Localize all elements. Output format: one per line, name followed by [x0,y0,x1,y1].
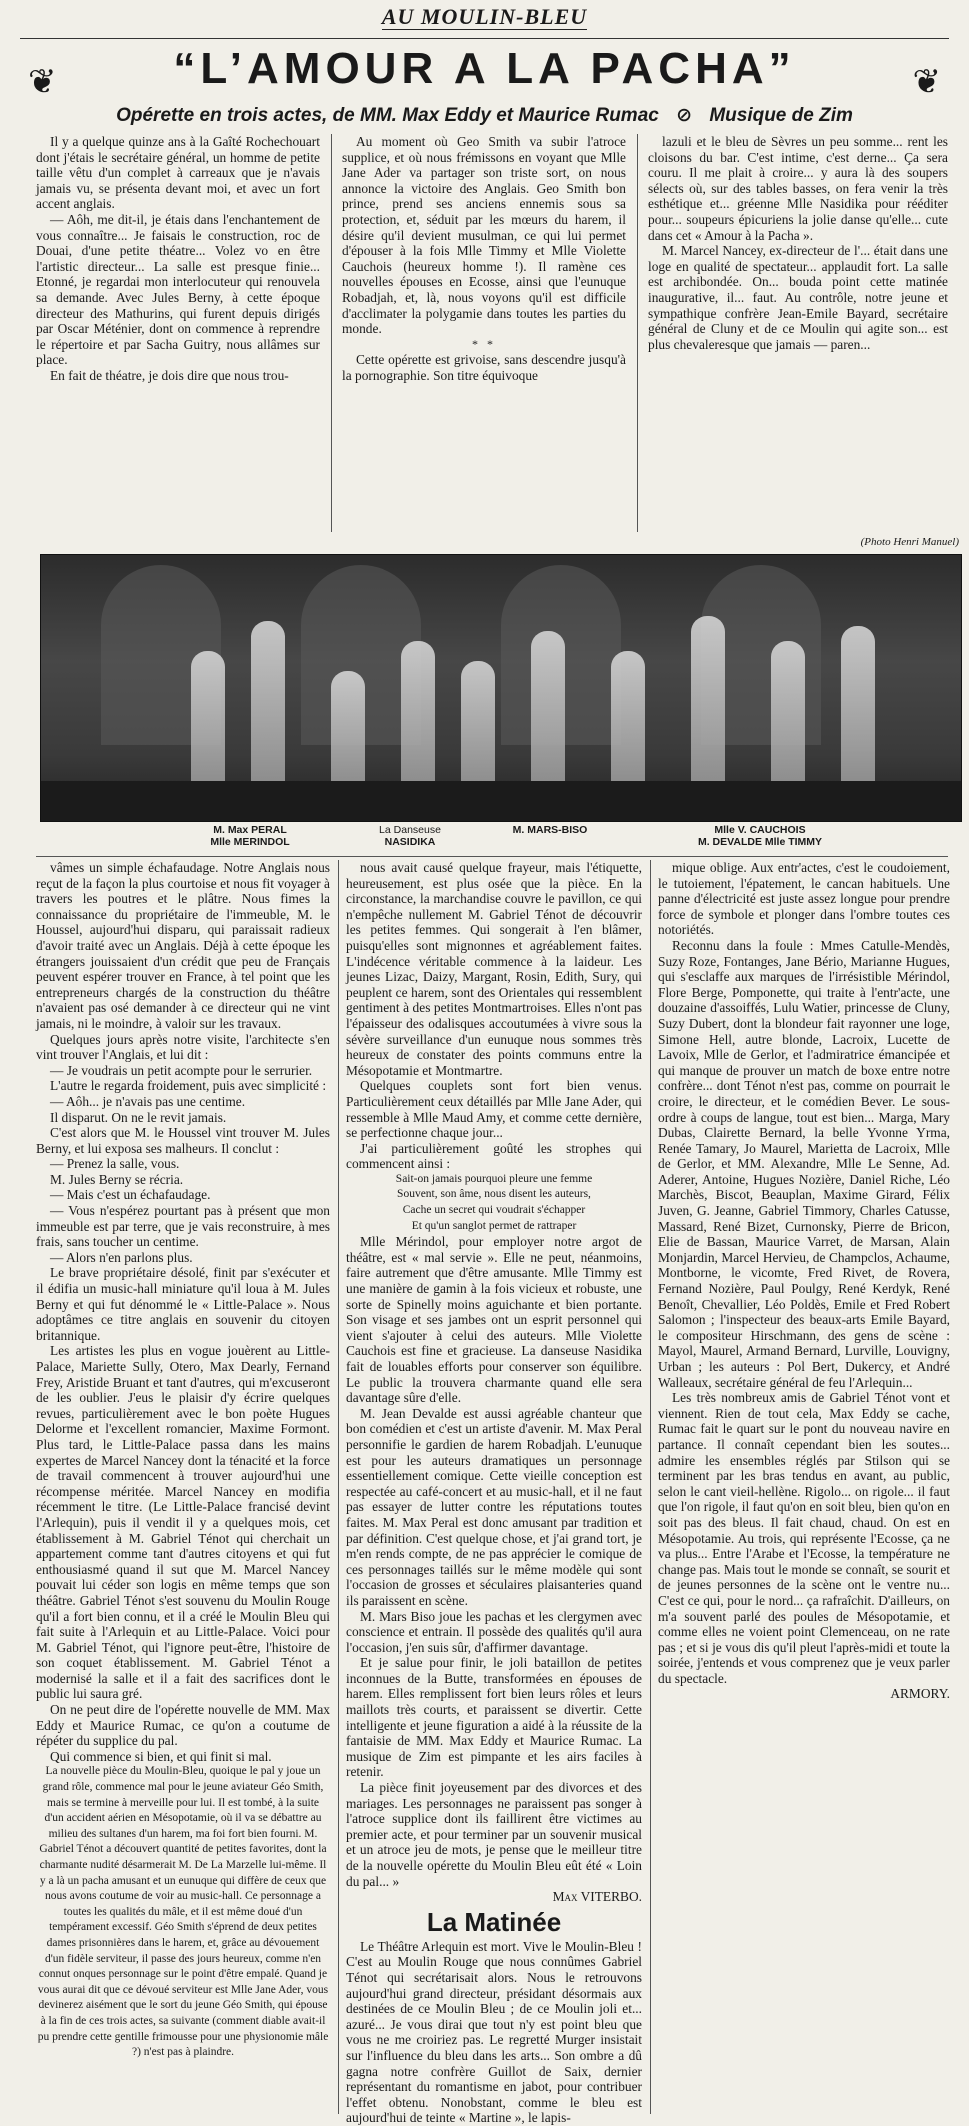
paragraph: Reconnu dans la foule : Mmes Catulle-Mendès, Suzy Roze, Fontanges, Jane Bério, Marianne Hugues, qui s'esclaffe aux marques de l'irrésistible Mérindol, Flore Berge, Pomponette, qui traite à l'entr'acte, une douzaine d'assoiffés, Lulu Watier, princesse de Cluny, Suzy Dubert, dont la blondeur fait rayonner une loge, Simone Hell, autre blonde, Lacroix, Lucette de Lavoix, Mlle de Gerlor, et l'admiratrice émancipée et qui manque de prouver un match de boxe entre notre confrère... dont Ténot n'est pas, comme on pourrait le croire, le directeur, et le comédien Bever. Le sous-ordre à coups de langue, tout est bien... Marga, Mary Dubas, Clairette Bernard, la belle Yvonne Yrma, Renée Tamary, Jo Maurel, Marietta de Lacroix, Mlle de Gerlor, et MM. Alexandre, Mlle Le Senne, Ad. Aderer, Antoine, Hugues Nozière, Daniel Riche, Léo Marchès, Biscot, Beauplan, Maxime Girard, Félix Juven, G. Jeanne, Gabriel Timmory, Charles Catusse, Massard, René Bizet, Curnonsky, Pierre de Bricon, Elie de Bassan, Maurice Varret, de Marsan, Alain Monjardin, Marcel Hervieu, de Champclos, Achaume, Montborne, le vicomte, Fred Rivet, de Rovera, Fernand Nozière, Paul Poulgy, René Kerdyk, René Benoît, Chevallier, Léo Poldès, Emile et Fred Robert Salomon ; l'inspecteur des beaux-arts Emile Bayard, le compositeur Hirschmann, des gens de scène : Mayol, Maurel, Armand Bernard, Lurville, Louvigny, Urban ; les auteurs : Pol Bert, Dukercy, et André Walleaux, secrétaire général de feu l'Arlequin... [658,937,950,1390]
paragraph: M. Jules Berny se récria. [50,1171,184,1187]
stage-floor [41,781,961,821]
kicker [0,4,969,30]
ornament-right-icon: ❦ [912,64,941,101]
top-rule [20,38,949,39]
paragraph: — Mais c'est un échafaudage. [50,1187,211,1203]
caption-name: La Danseuse [379,824,441,836]
performer-figure [401,641,435,791]
paragraph: J'ai particulièrement goûté les strophes qui commencent ainsi : [346,1140,642,1172]
performer-figure [251,621,285,791]
paragraph: Et qu'un sanglot permet de rattraper [411,1219,577,1232]
kicker-text: AU MOULIN-BLEU [381,4,588,29]
top-column-3 [648,134,948,534]
caption-2 [340,824,480,848]
column-divider [650,860,651,2114]
bottom-column-2 [346,860,642,2126]
photo-captions [40,824,960,854]
top-column-2 [342,134,626,534]
paragraph: Au moment où Geo Smith va subir l'atroce supplice, et où nous frémissons en voyant que Mlle Jane Ader va partager son triste sort, on nous annonce la victoire des Anglais. Geo Smith bon prince, prend ses anciens ennemis sous sa protection, et, séduit par les mœurs du harem, il désire qu'il devient musulman, ce qui lui permet d'épouser à la fois Mlle Timmy et Mlle Violette Cauchois (heureux homme !). Il ramène ces nouvelles épouses en Ecosse, ainsi que l'eunuque Robadjah, et, là, nous voyons qu'il est difficile d'acclimater la polygamie dans toutes les parties du monde. [342,134,626,337]
paragraph: Mlle Mérindol, pour employer notre argot de théâtre, est « mal servie ». Elle ne peut, néanmoins, faire autrement que d'être amusante. Mlle Timmy est une manière de gamin à la fois vicieux et robuste, une sorte de Spinelly moins aguichante et bien portante. Son visage et ses jambes ont un esprit personnel qui vient s'ajouter à celui des auteurs. Mlle Violette Cauchois est fine et gracieuse. La danseuse Nasidika fait de louables efforts pour conserver son équilibre. Le public la trouvera charmante quand elle sera davantage sûre d'elle. [346,1234,642,1406]
paragraph: Souvent, son âme, nous disent les auteurs, [397,1188,591,1201]
separator-icon: ⊘ [676,105,693,126]
subhead-music: Musique de Zim [709,105,853,126]
column-divider [637,134,638,532]
paragraph: Les artistes les plus en vogue jouèrent au Little-Palace, Mariette Sully, Otero, Max Dearly, Fernand Frey, Aristide Bruant et tant d'autres, qui m'excuseront de les oublier. J'eus le plaisir d'y écrire quelques revues, particulièrement avec le bon poète Hugues Delorme et l'excellent romancier, Maxime Formont. Plus tard, le Little-Palace passa dans les mains expertes de Marcel Nancey dont la ténacité et la force de travail commencent à trouver aujourd'hui une récompense méritée. Marcel Nancey en modifia récemment le titre. (Le Little-Palace francisé devint l'Arlequin), puis il vendit il y a quelques mois, cet établissement à M. Gabriel Ténot qui cherchait un appartement comme tant d'autres citoyens et qui fut enthousiasmé quand il sut que M. Marcel Nancey pouvait lui céder son logis en même temps que son théâtre. Gabriel Ténot s'est souvenu du Moulin Rouge qu'il a fort bien connu, et il a créé le Moulin Bleu qui fait suite à l'Arlequin et au Little-Palace. Voici pour M. Gabriel Ténot, qui l'ignore peut-être, l'histoire de son coquet établissement. M. Gabriel Ténot a modernisé la salle et il a fait des sacrifices dont le public lui saura gré. [36,1343,330,1702]
performer-figure [331,671,365,791]
section-rule [36,856,948,857]
performer-figure [841,626,875,791]
caption-sub: NASIDIKA [384,836,436,848]
paragraph: Il y a quelque quinze ans à la Gaîté Rochechouart dont j'étais le secrétaire général, un homme de petite taille vêtu d'un complet à carreaux que je n'avais jamais vu, se présenta devant moi, et avec un fort accent anglais. [36,134,320,212]
bottom-column-3 [658,860,950,2116]
paragraph: On ne peut dire de l'opérette nouvelle de MM. Max Eddy et Maurice Rumac, ce qu'on a coutume de répéter du supplice du pal. [36,1702,330,1749]
paragraph: Max VITERBO. [552,1889,642,1905]
paragraph: — Aôh... je n'avais pas une centime. [50,1093,246,1109]
paragraph: M. Marcel Nancey, ex-directeur de l'... était dans une loge en qualité de spectateur... applaudit fort. La salle est archibondée. On... bouda point cette matinée inaugurative, il... faut. Au contrôle, notre jeune et sympathique confrère Jean-Emile Bayard, secrétaire général de Cluny et de ce Moulin qui agite son... est plus chevaleresque que jamais — paren... [648,243,948,352]
caption-sub: Mlle MERINDOL [210,836,290,848]
caption-name: M. MARS-BISO [512,824,588,836]
caption-name: Mlle V. CAUCHOIS [714,824,806,836]
paragraph: Il disparut. On ne le revit jamais. [50,1109,227,1125]
performer-figure [531,631,565,791]
paragraph: La nouvelle pièce du Moulin-Bleu, quoique le pal y joue un grand rôle, commence mal pour le jeune aviateur Géo Smith, mais se termine à merveille pour lui. Il est tombé, à la suite d'un accident aérien en Mésopotamie, où il va se débattre au milieu des sultanes d'un harem, ma foi fort bien fourni. M. Gabriel Ténot a découvert quantité de petites favorites, dont la charmante nudité désarmerait M. De La Marzelle lui-même. Il y a là un pacha amusant et un eunuque qui diffère de ceux que nous avons coutume de voir au music-hall. Ce personnage a toutes les qualités du mâle, et il est même doué d'un tempérament excessif. Géo Smith s'éprend de deux petites dames prisonnières dans le harem, et, grâce au dévouement d'un fidèle serviteur, il passe des jours heureux, comme n'en connut onques personnage sur le point d'être empalé. Quand je vous aurai dit que ce dévoué serviteur est Mlle Jane Ader, vous devinerez aisément que le sort du jeune Géo Smith, qui épouse à la fin de ces trois actes, sa suivante (comment diable avait-il pu prendre cette gentille frimousse pour une physionomie mâle ?) n'est pas à plaindre. [37,1765,329,2059]
paragraph: — Alors n'en parlons plus. [50,1249,193,1265]
stage-photo [40,554,962,822]
paragraph: vâmes un simple échafaudage. Notre Anglais nous reçut de la façon la plus courtoise et nous fit voyager à travers les poutres et le plâtre. Nous fimes la connaissance du propriétaire de l'immeuble, M. le Houssel, aujourd'hui disparu, qui paraissait radieux d'avoir traité avec un Anglais. Déjà à cette époque les étrangers jouissaient d'un crédit que peu de Français peuvent espérer trouver en France, à tel point que les entrepreneurs chargés de la construction du théâtre n'avaient pas osé demander à ce directeur qui ne vint jamais, ni le moindre, à valoir sur les travaux. [36,860,330,1031]
paragraph: Le Théâtre Arlequin est mort. Vive le Moulin-Bleu ! C'est au Moulin Rouge que nous connûmes Gabriel Ténot qui secrétarisait alors. Nous le retrouvons aujourd'hui grand directeur, présidant désormais aux destinées de ce Moulin Bleu ; de ce Moulin joli et... azuré... Je vous dirai que tout n'y est point bleu que vous ne me croiriez pas. Le regretté Murger insistait sur l'influence du bleu dans les arts... Son ombre a dû gagna notre confrère Guillot de Saix, dernier représentant du romantisme en jabot, pour contribuer l'effet obtenu. Nonobstant, comme le bleu est aujourd'hui de teinte « Martine », le lapis- [346,1938,642,2126]
paragraph: Les très nombreux amis de Gabriel Ténot vont et viennent. Rien de tout cela, Max Eddy se cache, Rumac fait le quart sur le pont du nouveau navire en partance. Il connaît cependant bien les soutes... admire les ensembles réglés par Stilson qui se terminent par les bras tendus en avant, au public, selon le cant vieil-hellène. Rigolo... on rigole... il faut que l'on rigole, il faut qu'on en soit bleu, bien qu'on en soit pas des bleus. Il fait chaud, chaud. On est en Mésopotamie. Au trois, qui représente l'Ecosse, ça ne va plus... Entre l'Arabe et l'Ecosse, la température ne change pas. Mais tout le monde se connaît, se sourit et de jeunes personnes de la scène ont le ventre nu... C'est ce qui, pour le nord... ça rafraîchit. D'ailleurs, on m'a souvent parlé des poules de Mésopotamie, et comme elles ne voient point Clemenceau, on ne rate pas ; et si je vous dis qu'il pleut l'après-midi et toute la soirée, j'entends et vous comprenez que je veux parler du spectacle. [658,1390,950,1686]
paragraph: En fait de théatre, je dois dire que nous trou- [50,367,289,383]
paragraph: — Vous n'espérez pourtant pas à présent que mon immeuble est par terre, que je vais reconstruire, à mes frais, sans toucher un centime. [36,1203,330,1250]
paragraph: M. Mars Biso joue les pachas et les clergymen avec conscience et entrain. Il possède des qualités qu'il aura l'occasion, j'en suis sûr, d'affirmer davantage. [346,1608,642,1655]
paragraph: C'est alors que M. le Houssel vint trouver M. Jules Berny, et lui exposa ses malheurs. Il conclut : [36,1125,330,1156]
paragraph: La pièce finit joyeusement par des divorces et des mariages. Les personnages ne paraissent pas songer à l'atroce supplice dont ils faillirent être victimes au premier acte, et pour terminer par un souvenir musical et un atroce jeu de mots, je pense que le meilleur titre de la nouvelle opérette du Moulin Bleu eût été « Loin du pal... » [346,1780,642,1889]
paragraph: M. Jean Devalde est aussi agréable chanteur que bon comédien et c'est un artiste d'avenir. M. Max Peral personnifie le gardien de harem Robadjah. L'eunuque est pour les auteurs dramatiques un personnage essentiellement comique. Cette vieille conception est respectée au café-concert et au music-hall, et il ne faut pas essayer de lutter contre les réputations toutes faites. M. Max Peral est donc amusant par tradition et par définition. C'est quelque chose, et j'ai grand tort, je m'en rends compte, de ne pas apprécier le comique de ces personnages taillés sur le même modèle qui sont l'occasion de grosses et séculaires plaisanteries quand ils paraissent en scène. [346,1405,642,1608]
caption-name: M. Max PERAL [213,824,287,836]
subhead [0,104,969,127]
paragraph: nous avait causé quelque frayeur, mais l'étiquette, heureusement, est plus osée que la pièce. En la circonstance, la marchandise couvre le pavillon, ce qui n'empêche nullement M. Gabriel Ténot de découvrir les petites femmes. Qui songerait à l'en blâmer, puisqu'elles sont mignonnes et agréablement faites. L'indécence véritable commence à la laideur. Les jeunes Lizac, Daizy, Margant, Rosin, Edith, Sury, qui peuplent ce harem, sont des Orientales qui ressemblent gentiment à des petites Montmartroises. Elles n'ont pas l'épaisseur des odalisques accoutumées à vivre sous la sévère surveillance d'un eunuque nous sommes très heureux de constater des points communs entre la Mésopotamie et Montmartre. [346,860,642,1078]
paragraph: * * [472,336,496,351]
paragraph: La Matinée [426,1906,562,1937]
bottom-column-1 [36,860,330,2116]
performer-figure [611,651,645,791]
caption-1 [160,824,340,848]
column-divider [338,860,339,2114]
top-column-1 [36,134,320,534]
paragraph: Quelques jours après notre visite, l'architecte s'en vint trouver l'Anglais, et lui dit : [36,1031,330,1063]
performer-figure [461,661,495,791]
performer-figure [691,616,725,791]
paragraph: Cache un secret qui voudrait s'échapper [402,1204,586,1217]
paragraph: Et je salue pour finir, le joli bataillon de petites inconnues de la Butte, transformées en épouses de harem. Elles remplissent fort bien leurs rôles et leurs maillots très courts, et paraissent se divertir. Cette intelligente et jeune figuration a aidé à la réussite de la fantaisie de MM. Max Eddy et Maurice Rumac. La musique de Zim est pimpante et les airs faciles à retenir. [346,1655,642,1780]
paragraph: Sait-on jamais pourquoi pleure une femme [395,1172,593,1185]
headline: “L’AMOUR A LA PACHA” [173,44,796,93]
paragraph: Qui commence si bien, et qui finit si mal. [50,1748,272,1764]
paragraph: — Aôh, me dit-il, je étais dans l'enchantement de vous connaître... Je faisais le construction, roc de Douai, d'une petite théatre... Volez vo en être l'artistic directeur... La salle est presque finie... Etonné, je regardai mon interlocuteur qui renouvela sa demande. Avec Jules Berny, à cette époque directeur des Mathurins, qui furent depuis dirigés par Oscar Méténier, dont on commence à reprendre le répertoire et par Sacha Guitry, nous allâmes sur place. [36,211,320,368]
photo-credit: (Photo Henri Manuel) [860,536,959,548]
paragraph: L'autre le regarda froidement, puis avec simplicité : [50,1078,327,1094]
paragraph: — Je voudrais un petit acompte pour le serrurier. [50,1062,313,1078]
paragraph: Quelques couplets sont fort bien venus. Particulièrement ceux détaillés par Mlle Jane Ader, qui ressemble à Mlle Maud Amy, et comme cette dernière, se perfectionne chaque jour... [346,1078,642,1141]
paragraph: — Prenez la salle, vous. [50,1156,180,1172]
ornament-left-icon: ❦ [28,64,57,101]
caption-4 [640,824,880,848]
performer-figure [771,641,805,791]
paragraph: mique oblige. Aux entr'actes, c'est le coudoiement, le tutoiement, l'épatement, le cancan habituels. Une panne d'électricité est juste assez longue pour prendre force de symbole et plonger dans l'ombre toutes ces notoriétés. [658,860,950,938]
paragraph: Le brave propriétaire désolé, finit par s'exécuter et il édifia un music-hall miniature qu'il loua à M. Jules Berny et qui fut dénommé le « Little-Palace ». Nous adoptâmes ce titre anglais en souvenir du citoyen britannique. [36,1265,330,1343]
performer-figure [191,651,225,791]
subhead-main: Opérette en trois actes, de MM. Max Eddy et Maurice Rumac [116,105,659,126]
paragraph: ARMORY. [890,1686,950,1702]
column-divider [331,134,332,532]
paragraph: lazuli et le bleu de Sèvres un peu somme... rent les cloisons du bar. C'est intime, c'est derne... Ça sera couru. Il me plait à croire... y aura là des soupers sélects où, sur des tables basses, on fera venir la très esthétique et... gréenne Mlle Nasidika pour rééditer pour... soupeurs épicuriens la jolie danse qu'elle... cute dans cet « Amour à la Pacha ». [648,134,948,243]
caption-3 [480,824,620,836]
paragraph: Cette opérette est grivoise, sans descendre jusqu'à la pornographie. Son titre équivoque [342,352,626,383]
caption-sub: M. DEVALDE Mlle TIMMY [697,836,823,848]
